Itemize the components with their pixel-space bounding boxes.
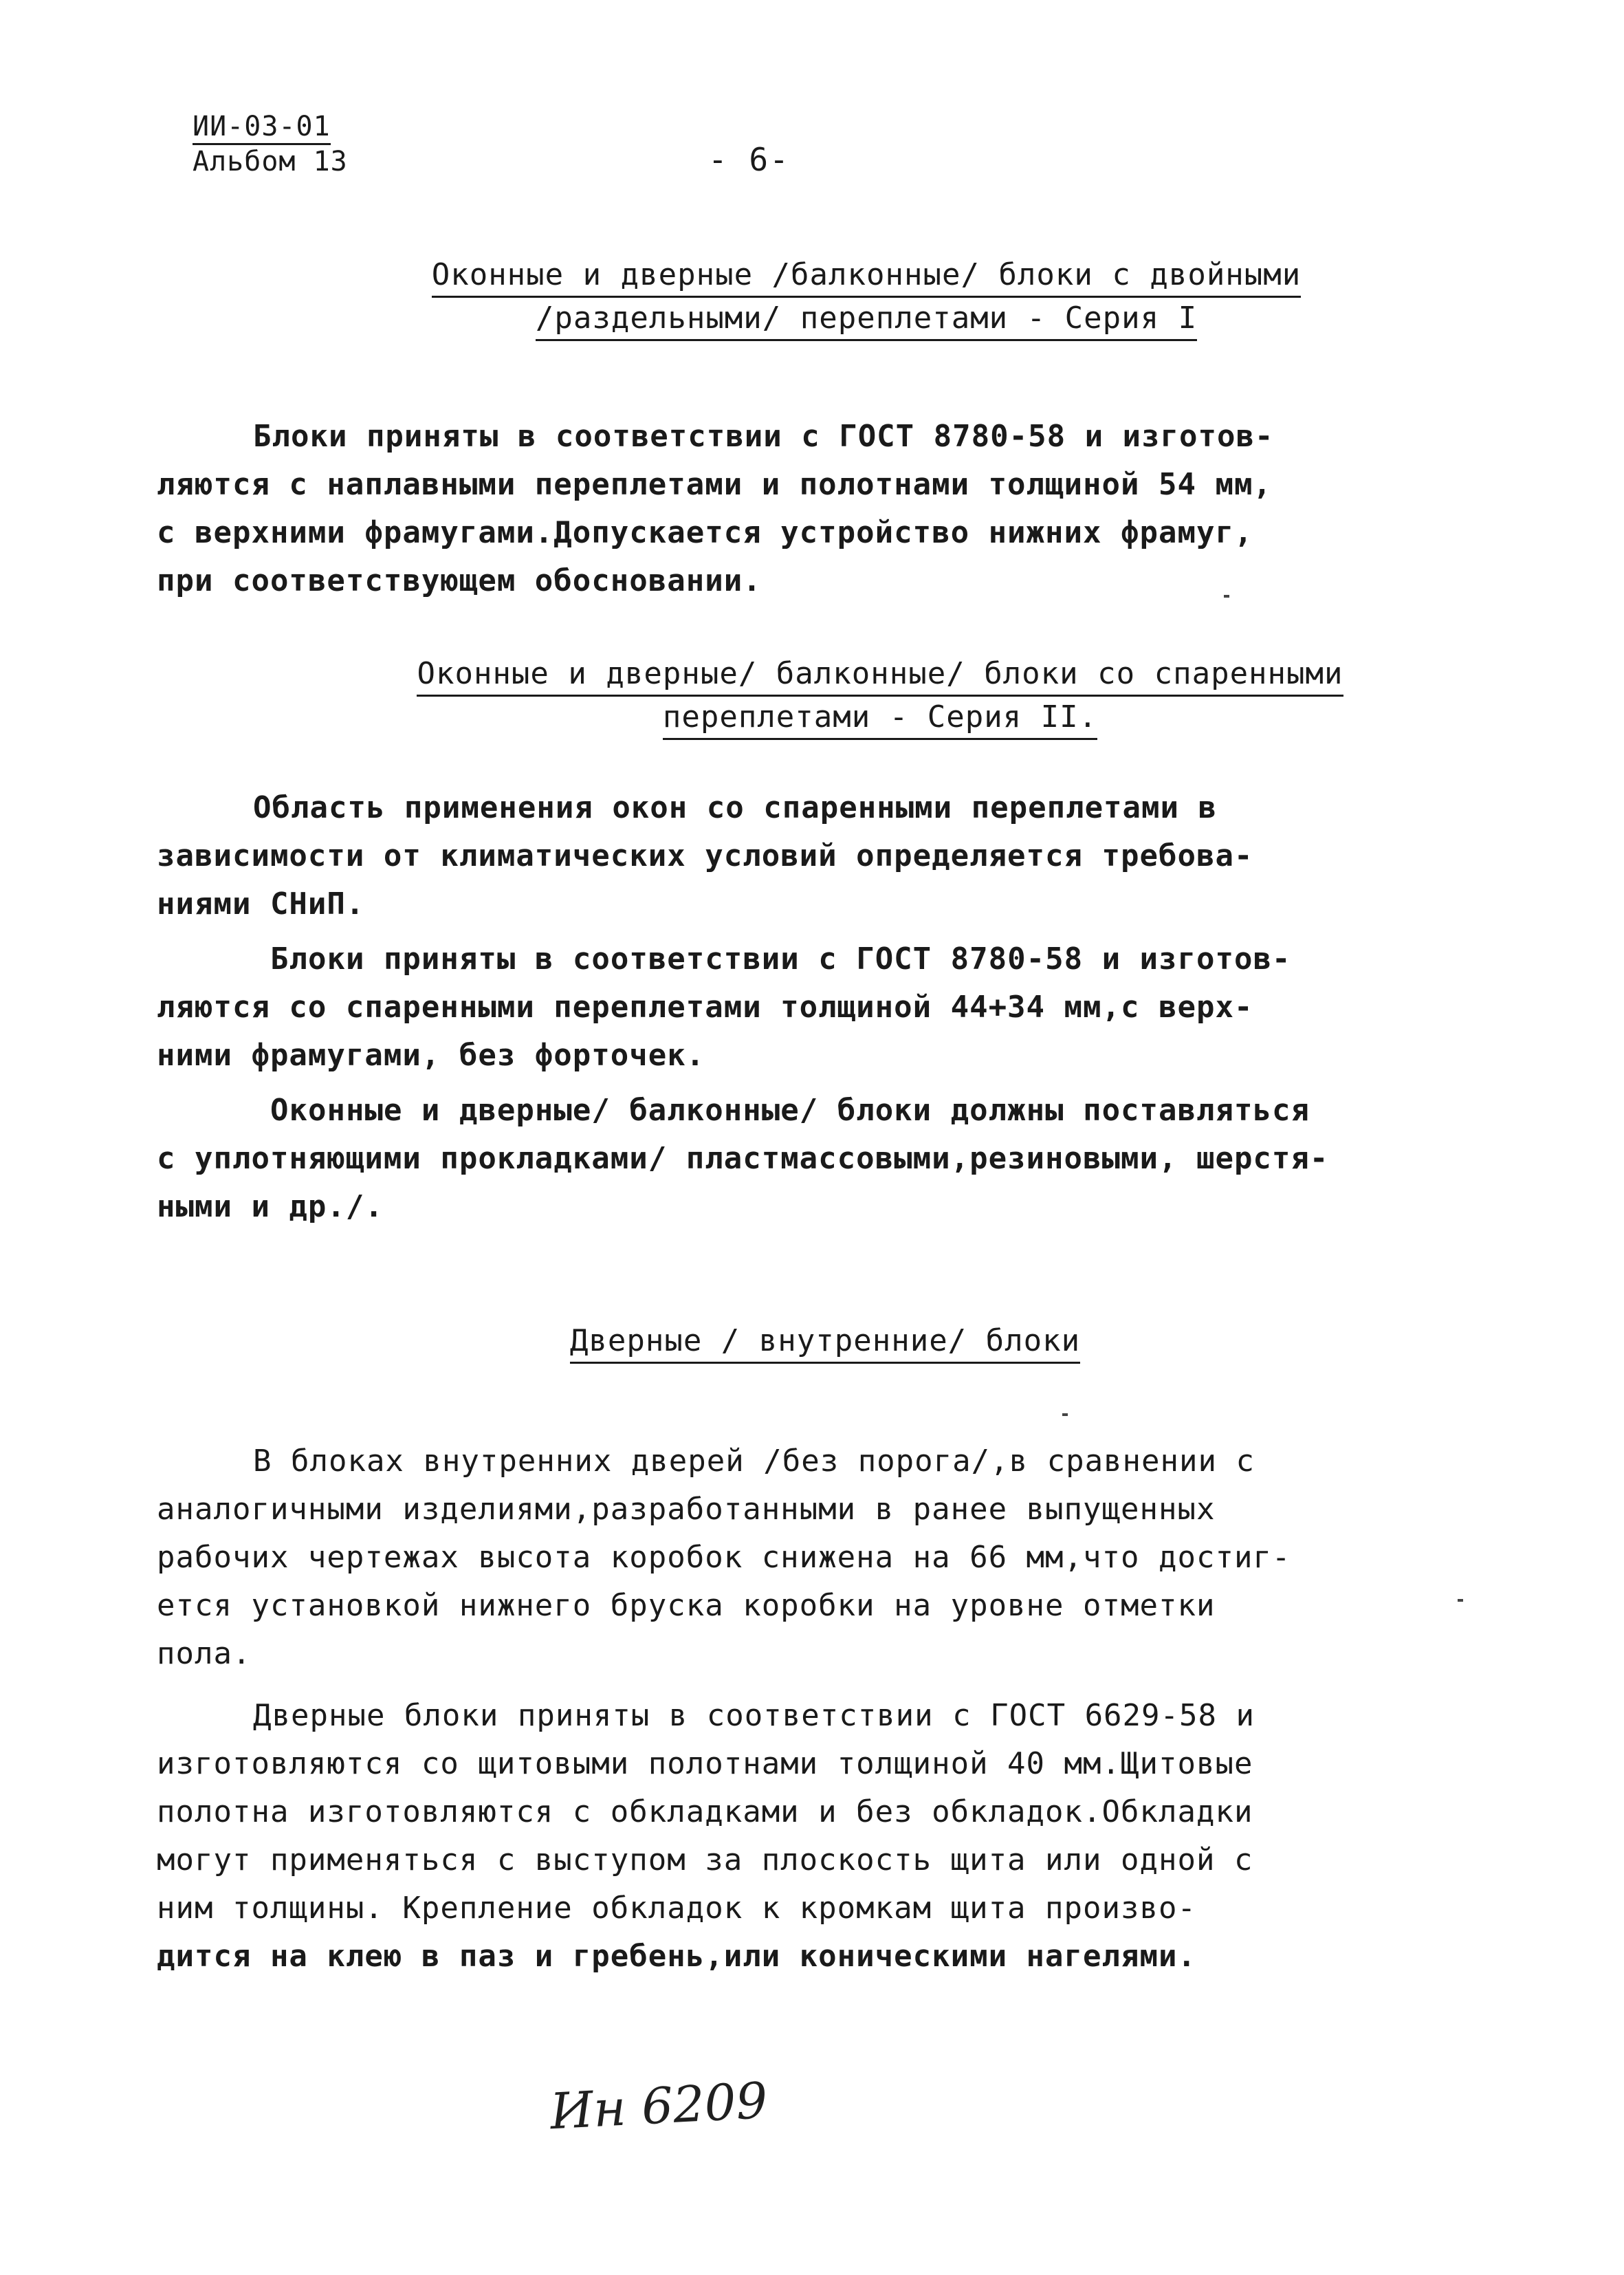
paragraph-line: дится на клею в паз и гребень,или коническими нагелями. <box>157 1939 1196 1974</box>
document-header-code <box>193 110 348 178</box>
scan-speck <box>1062 1413 1068 1416</box>
paragraph-series-2-seals <box>157 1087 1504 1231</box>
section-title-interior-doors <box>385 1320 1265 1364</box>
album-label: Альбом 13 <box>193 146 348 177</box>
paragraph-series-1 <box>157 413 1504 605</box>
paragraph-line: могут применяться с выступом за плоскость щита или одной с <box>157 1842 1253 1877</box>
paragraph-line: при соответствующем обосновании. <box>157 563 762 598</box>
section-title-line: /раздельными/ переплетами - Серия I <box>536 298 1197 341</box>
section-title-line: Дверные / внутренние/ блоки <box>570 1320 1080 1364</box>
section-title-line: Оконные и дверные /балконные/ блоки с двойными <box>432 254 1302 298</box>
paragraph-line: пола. <box>157 1636 252 1671</box>
paragraph-line: Дверные блоки приняты в соответствии с ГОСТ 6629-58 и <box>253 1698 1255 1733</box>
paragraph-series-2-gost <box>157 935 1504 1080</box>
paragraph-line: В блоках внутренних дверей /без порога/,в сравнении с <box>253 1444 1255 1479</box>
document-code: ИИ-03-01 <box>193 110 331 145</box>
scan-speck <box>1458 1599 1463 1602</box>
paragraph-interior-doors-height <box>157 1437 1504 1678</box>
section-title-series-1 <box>358 254 1375 341</box>
paragraph-line: Блоки приняты в соответствии с ГОСТ 8780-58 и изготов- <box>270 941 1291 977</box>
paragraph-line: Блоки приняты в соответствии с ГОСТ 8780-58 и изготов- <box>253 419 1274 454</box>
paragraph-line: ется установкой нижнего бруска коробки на уровне отметки <box>157 1588 1216 1623</box>
paragraph-line: Область применения окон со спаренными переплетами в <box>253 790 1218 825</box>
section-title-line: Оконные и дверные/ балконные/ блоки со спаренными <box>417 653 1343 697</box>
section-title-series-2 <box>344 653 1416 740</box>
paragraph-line: с уплотняющими прокладками/ пластмассовыми,резиновыми, шерстя- <box>157 1141 1329 1176</box>
paragraph-line: Оконные и дверные/ балконные/ блоки должны поставляться <box>270 1093 1310 1128</box>
paragraph-interior-doors-gost <box>157 1692 1504 1981</box>
scan-speck <box>1224 595 1229 598</box>
paragraph-line: полотна изготовляются с обкладками и без обкладок.Обкладки <box>157 1794 1253 1829</box>
paragraph-line: ними фрамугами, без форточек. <box>157 1038 705 1073</box>
paragraph-line: изготовляются со щитовыми полотнами толщиной 40 мм.Щитовые <box>157 1746 1253 1781</box>
paragraph-series-2-area <box>157 784 1504 928</box>
paragraph-line: ним толщины. Крепление обкладок к кромкам щита произво- <box>157 1891 1196 1926</box>
paragraph-line: рабочих чертежах высота коробок снижена на 66 мм,что достиг- <box>157 1540 1291 1575</box>
paragraph-line: ниями СНиП. <box>157 886 365 922</box>
paragraph-line: зависимости от климатических условий определяется требова- <box>157 838 1253 873</box>
paragraph-line: ными и др./. <box>157 1189 384 1224</box>
paragraph-line: ляются с наплавными переплетами и полотнами толщиной 54 мм, <box>157 467 1272 502</box>
paragraph-line: ляются со спаренными переплетами толщиной 44+34 мм,с верх- <box>157 990 1253 1025</box>
page-number: - 6- <box>708 141 790 178</box>
section-title-line: переплетами - Серия II. <box>663 697 1097 740</box>
paragraph-line: аналогичными изделиями,разработанными в ранее выпущенных <box>157 1492 1216 1527</box>
handwritten-inventory-number: Ин 6209 <box>549 2071 769 2141</box>
paragraph-line: с верхними фрамугами.Допускается устройство нижних фрамуг, <box>157 515 1253 550</box>
